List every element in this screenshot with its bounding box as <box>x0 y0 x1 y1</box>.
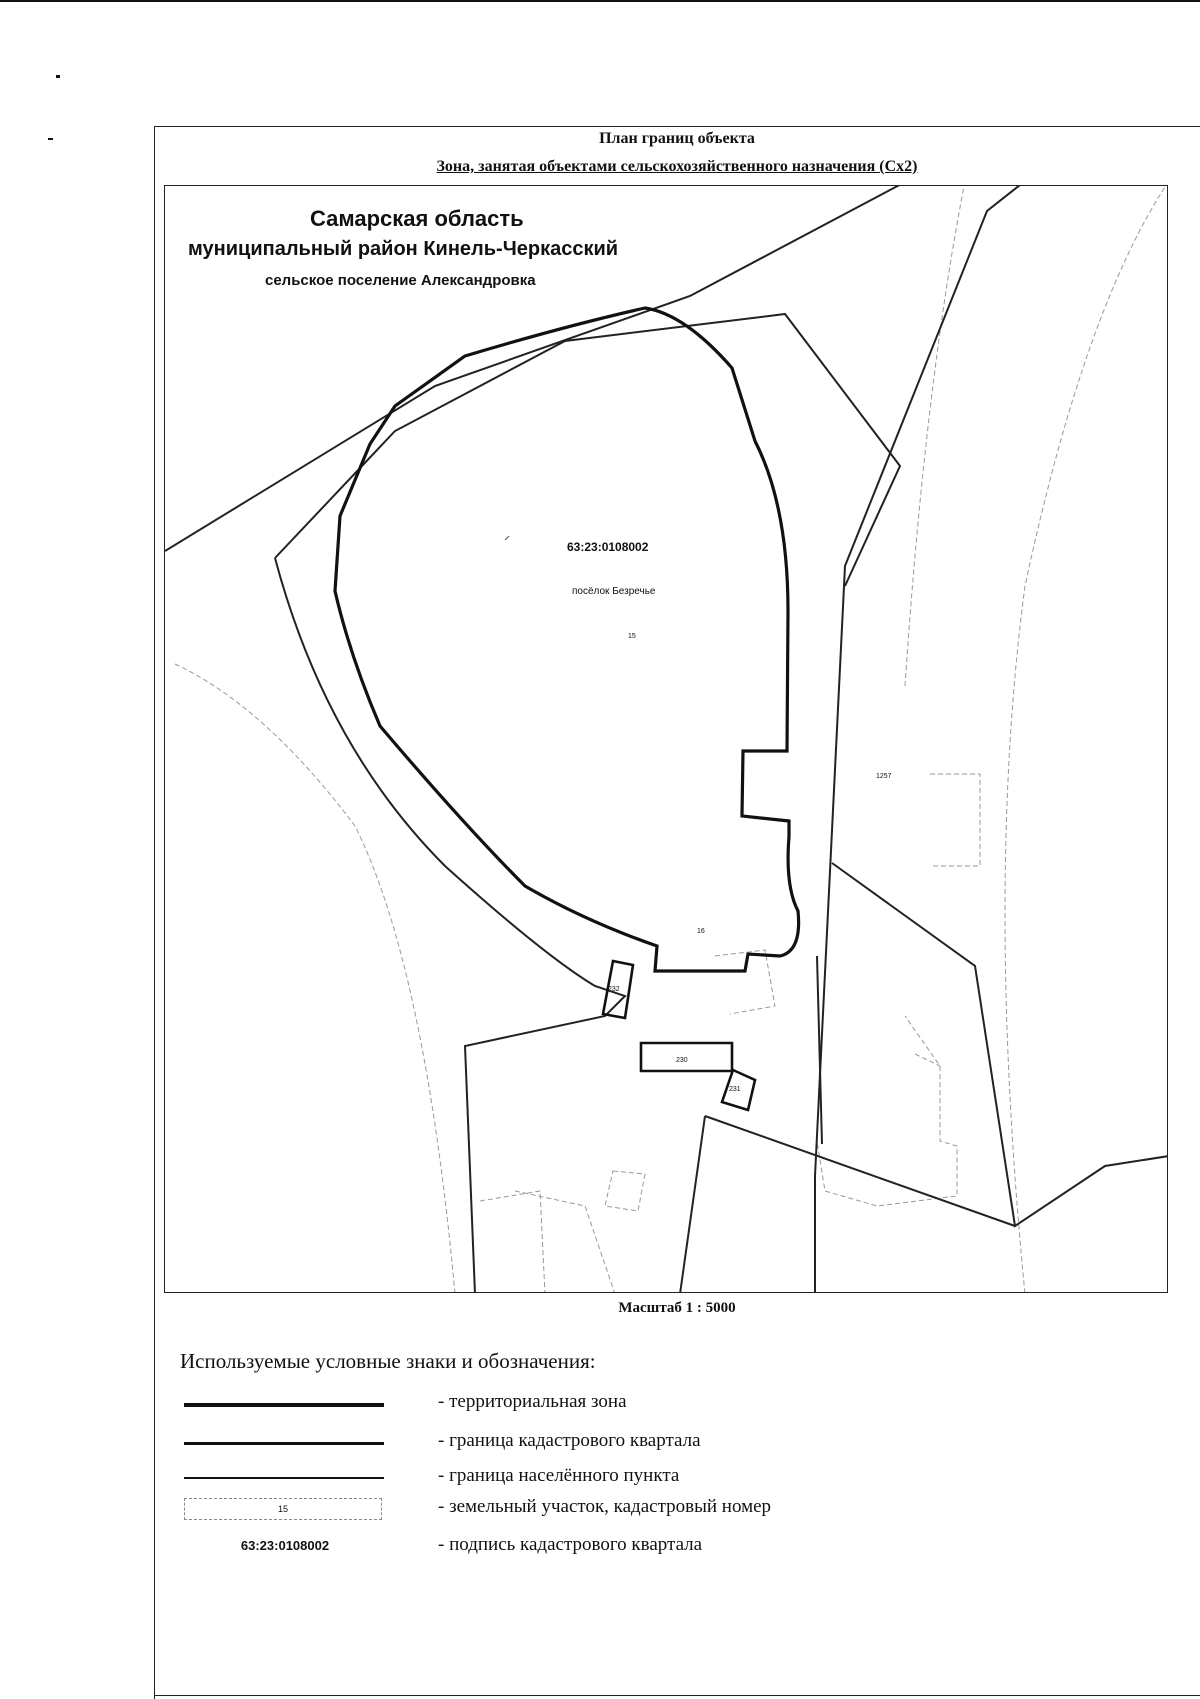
zone-subtitle: Зона, занятая объектами сельскохозяйственного назначения (Сх2) <box>436 158 918 175</box>
parcel-232-label: 232 <box>608 986 620 993</box>
parcel-boundary <box>480 1191 545 1293</box>
legend-item-settlement-boundary <box>180 1463 880 1493</box>
parcel-1257-label: 1257 <box>876 773 892 780</box>
legend-parcel-sample: 15 <box>184 1498 382 1520</box>
boundary-lines <box>165 186 1168 1293</box>
quarter-boundary <box>680 1116 705 1293</box>
legend-item-territorial-zone <box>180 1389 880 1419</box>
plan-title: План границ объекта <box>599 130 755 147</box>
page-frame-bottom <box>154 1695 1200 1696</box>
quarter-label: 63:23:0108002 <box>567 540 649 554</box>
map-scale: Масштаб 1 : 5000 <box>618 1300 736 1316</box>
legend-item-label: - территориальная зона <box>438 1391 627 1412</box>
legend-item-quarter-label <box>180 1532 880 1562</box>
legend-item-label: - земельный участок, кадастровый номер <box>438 1496 772 1517</box>
legend-item-label: - подпись кадастрового квартала <box>438 1534 703 1555</box>
locality-label: посёлок Безречье <box>572 586 656 597</box>
scan-dot <box>48 138 53 140</box>
parcel-boundary <box>817 1016 957 1206</box>
locality-marker <box>505 536 509 540</box>
legend-thick-line <box>184 1403 384 1407</box>
legend-item-land-parcel <box>180 1494 880 1524</box>
district-name: муниципальный район Кинель-Черкасский <box>188 238 619 260</box>
parcel-boundary <box>1005 186 1168 1293</box>
parcel-230-label: 230 <box>676 1057 688 1064</box>
scan-top-line <box>0 0 1200 2</box>
parcel-15-label: 15 <box>628 633 636 640</box>
scan-dot <box>56 75 60 78</box>
parcel-boundary <box>175 664 455 1293</box>
parcel-16-label: 16 <box>697 928 705 935</box>
legend-item-quarter-boundary <box>180 1428 880 1458</box>
legend-line <box>184 1442 384 1445</box>
legend-item-label: - граница кадастрового квартала <box>438 1430 701 1451</box>
parcel-boundary <box>515 1191 615 1293</box>
quarter-boundary <box>815 186 1025 1293</box>
legend-heading: Используемые условные знаки и обозначения: <box>180 1349 596 1373</box>
parcel-231-label: 231 <box>729 1086 741 1093</box>
parcel-boundaries <box>175 186 1168 1293</box>
parcel-boundary <box>605 1171 645 1211</box>
parcel-boundary <box>715 950 775 1014</box>
legend-quarter-sample: 63:23:0108002 <box>240 1538 330 1553</box>
region-name: Самарская область <box>310 206 524 231</box>
settlement-boundary <box>275 558 625 1293</box>
parcel-boundary <box>930 774 980 866</box>
legend-item-label: - граница населённого пункта <box>438 1465 680 1486</box>
legend-line <box>184 1477 384 1479</box>
quarter-boundary <box>832 863 1168 1226</box>
map-frame <box>164 185 1168 1293</box>
parcel-boundary <box>905 186 965 686</box>
quarter-boundary <box>705 1116 1015 1226</box>
settlement-name: сельское поселение Александровка <box>265 272 536 289</box>
boundary-map <box>165 186 1168 1293</box>
territorial-zone-boundary <box>335 308 799 971</box>
